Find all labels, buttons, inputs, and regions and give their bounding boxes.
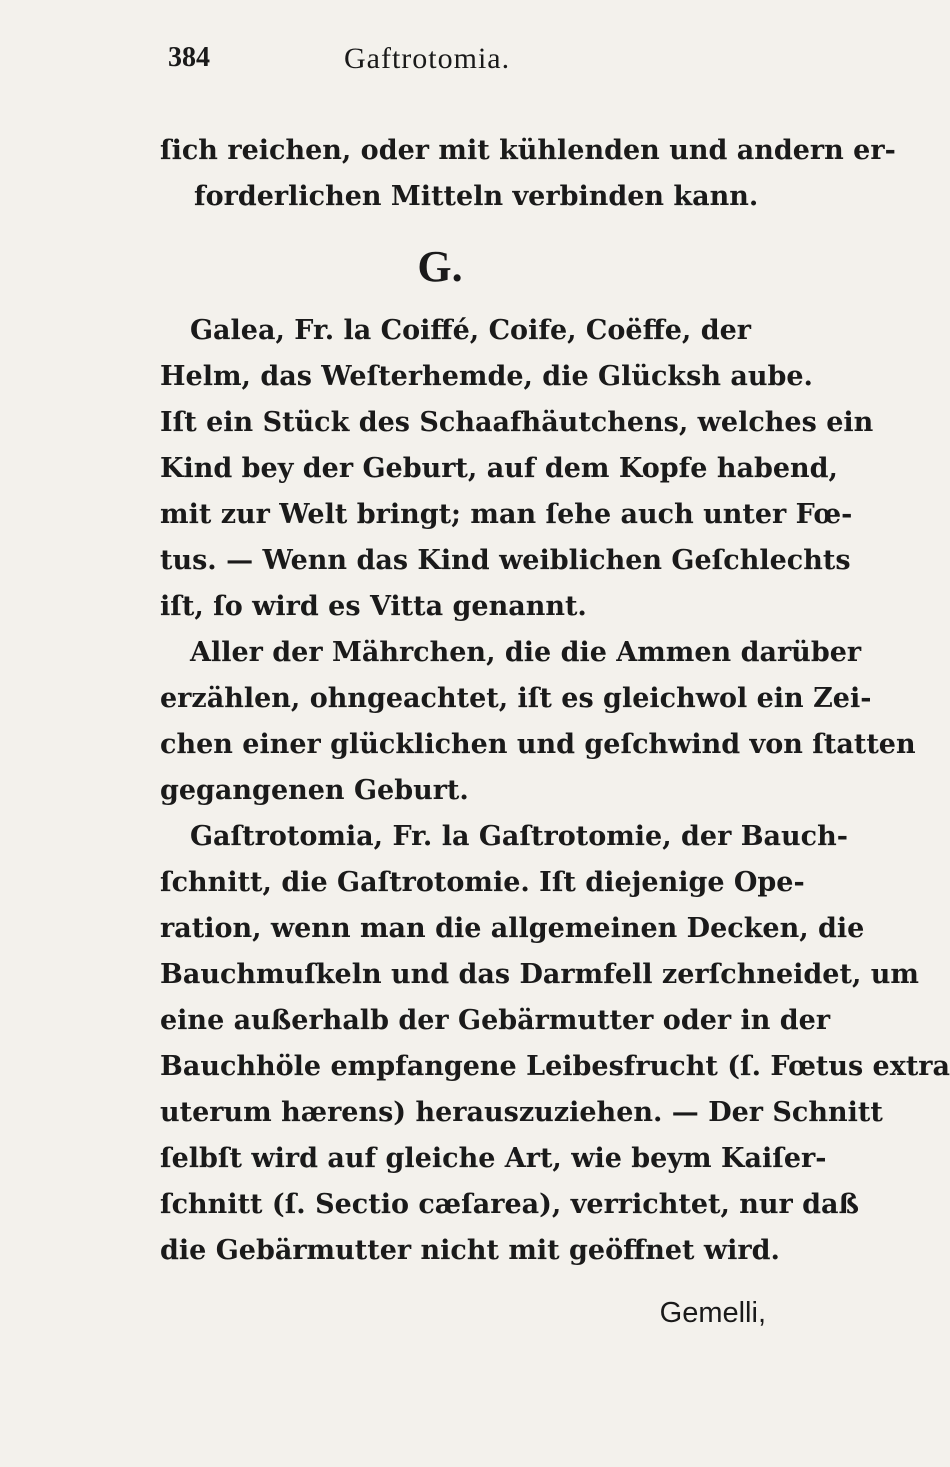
running-head [168,42,768,82]
text-line: Helm, das Weſterhemde, die Glücksh aube. [160,361,813,392]
section-letter: G. [417,242,463,291]
running-title: Gaftrotomia. [344,42,511,75]
catchword: Gemelli, [659,1297,766,1329]
text-line: Kind bey der Geburt, auf dem Kopfe habend, [160,453,838,484]
text-line: forderlichen Mitteln verbinden kann. [194,181,759,212]
text-line: mit zur Welt bringt; man ſehe auch unter Fœ- [160,499,853,530]
page-number: 384 [168,42,210,73]
text-line: erzählen, ohngeachtet, iſt es gleichwol ein Zei- [160,683,872,714]
text-line: Iſt ein Stück des Schaafhäutchens, welches ein [160,407,874,438]
text-line: ſchnitt (ſ. Sectio cæſarea), verrichtet, nur daß [160,1189,860,1220]
text-line: Aller der Mährchen, die die Ammen darüber [190,637,862,668]
body-text [160,128,950,1274]
text-line: Bauchmuſkeln und das Darmfell zerſchneidet, um [160,959,919,990]
text-line: gegangenen Geburt. [160,775,469,806]
text-line: ſchnitt, die Gaſtrotomie. Iſt diejenige Ope- [160,867,805,898]
text-line: chen einer glücklichen und geſchwind von ſtatten [160,729,916,760]
text-line: Galea, Fr. la Coiffé, Coife, Coëffe, der [190,315,752,346]
text-line: Bauchhöle empfangene Leibesfrucht (ſ. Fœtus extra [160,1051,950,1082]
text-line: eine außerhalb der Gebärmutter oder in der [160,1005,831,1036]
text-line: ſich reichen, oder mit kühlenden und andern er- [160,135,896,166]
text-line: ration, wenn man die allgemeinen Decken, die [160,913,865,944]
text-line: Gaſtrotomia, Fr. la Gaſtrotomie, der Bauch- [190,821,848,852]
entry-gastrotomia [160,814,950,1274]
text-line: uterum hærens) herauszuziehen. — Der Schnitt [160,1097,883,1128]
text-line: tus. — Wenn das Kind weiblichen Geſchlechts [160,545,851,576]
text-line: die Gebärmutter nicht mit geöffnet wird. [160,1235,780,1266]
entry-galea [160,308,916,814]
text-line: ſelbſt wird auf gleiche Art, wie beym Kaiſer- [160,1143,827,1174]
text-line: iſt, ſo wird es Vitta genannt. [160,591,587,622]
intro-paragraph [160,128,896,220]
